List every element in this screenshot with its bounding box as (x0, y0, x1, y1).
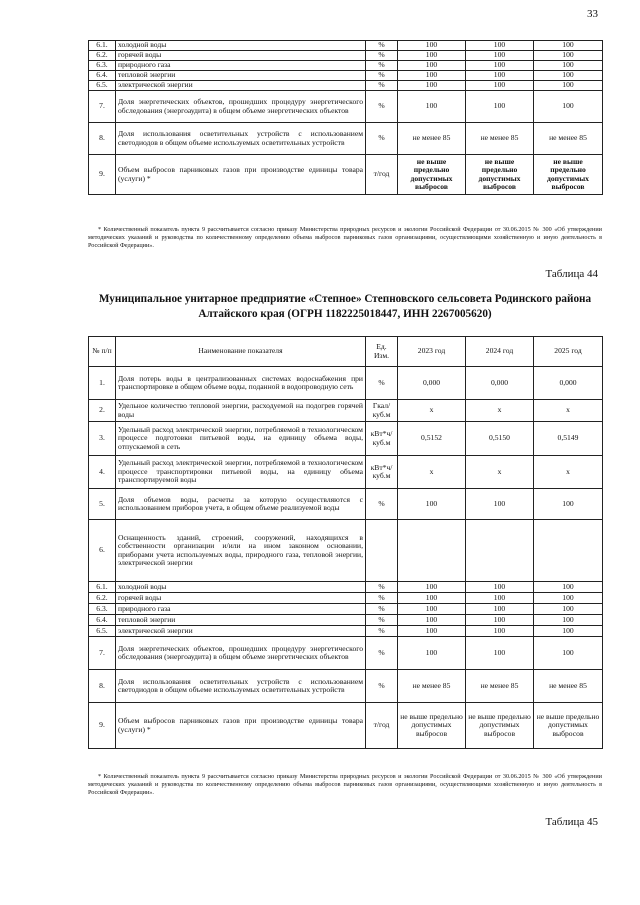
value-2024: 100 (466, 626, 534, 637)
header-year-2025: 2025 год (534, 337, 603, 367)
value-2024: не менее 85 (466, 123, 534, 155)
unit-cell: кВт*ч/ куб.м (366, 456, 398, 489)
header-unit: Ед. Изм. (366, 337, 398, 367)
unit-cell: % (366, 61, 398, 71)
table-row (89, 41, 603, 51)
table-row (89, 400, 603, 422)
indicator-name: природного газа (116, 61, 366, 71)
value-2024: не выше предельно допустимых выбросов (466, 703, 534, 749)
footnote-bottom: * Количественный показатель пункта 9 рассчитывается согласно приказу Министерства природных ресурсов и экологии Российской Федерации от 30.06.2015 № 300 «Об утверждении методических указаний и руководства по количественному определению объема выбросов парниковых газов организациями, осуществляющими хозяйственную и иную деятельность в Российской Федерации». (88, 773, 602, 797)
indicator-name: Удельный расход электрической энергии, потребляемой в технологическом процессе подготовки питьевой воды, на единицу объема воды, отпускаемой в сеть (116, 422, 366, 456)
value-2025: 100 (534, 604, 603, 615)
row-number: 6.3. (89, 61, 116, 71)
value-2025: 100 (534, 489, 603, 520)
value-2023: 100 (398, 604, 466, 615)
indicator-name: Доля использования осветительных устройств с использованием светодиодов в общем объеме используемых осветительных устройств (116, 670, 366, 703)
row-number: 6.2. (89, 593, 116, 604)
value-2025: 100 (534, 615, 603, 626)
value-2025: 100 (534, 51, 603, 61)
value-2023: не менее 85 (398, 670, 466, 703)
value-2023: 100 (398, 71, 466, 81)
value-2025: 100 (534, 582, 603, 593)
value-2023: 100 (398, 91, 466, 123)
unit-cell (366, 520, 398, 582)
footnote-top: * Количественный показатель пункта 9 рассчитывается согласно приказу Министерства природных ресурсов и экологии Российской Федерации от 30.06.2015 № 300 «Об утверждении методических указаний и руководства по количественному определению объема выбросов парниковых газов организациями, осуществляющими хозяйственную и иную деятельность в Российской Федерации». (88, 226, 602, 250)
value-2025: x (534, 456, 603, 489)
table-row (89, 593, 603, 604)
table-44-label: Таблица 44 (545, 268, 598, 280)
unit-cell: % (366, 670, 398, 703)
value-2024: 100 (466, 81, 534, 91)
table-row (89, 367, 603, 400)
table-row (89, 81, 603, 91)
header-num: № п/п (89, 337, 116, 367)
value-2023: 0,5152 (398, 422, 466, 456)
continuation-table (88, 40, 603, 195)
unit-cell: % (366, 637, 398, 670)
value-2023: 100 (398, 41, 466, 51)
indicator-name: холодной воды (116, 41, 366, 51)
unit-cell: % (366, 123, 398, 155)
table-row (89, 61, 603, 71)
value-2023: 100 (398, 61, 466, 71)
organization-title: Муниципальное унитарное предприятие «Степное» Степновского сельсовета Родинского района Алтайского края (ОГРН 1182225018447, ИНН 2267005620) (98, 293, 592, 321)
row-number: 1. (89, 367, 116, 400)
value-2023: не менее 85 (398, 123, 466, 155)
value-2024: 100 (466, 604, 534, 615)
unit-cell: % (366, 593, 398, 604)
indicator-name: горячей воды (116, 51, 366, 61)
value-2024: 100 (466, 71, 534, 81)
indicator-name: Доля энергетических объектов, прошедших процедуру энергетического обследования (энергоаудита) в общем объеме энергетических объектов (116, 637, 366, 670)
table-row (89, 626, 603, 637)
table-45-label: Таблица 45 (545, 816, 598, 828)
value-2024: 100 (466, 615, 534, 626)
indicator-name: Объем выбросов парниковых газов при производстве единицы товара (услуги) * (116, 155, 366, 195)
table-header-row (89, 337, 603, 367)
indicator-name: Доля энергетических объектов, прошедших процедуру энергетического обследования (энергоаудита) в общем объеме энергетических объектов (116, 91, 366, 123)
indicator-name: Объем выбросов парниковых газов при производстве единицы товара (услуги) * (116, 703, 366, 749)
row-number: 6.4. (89, 615, 116, 626)
value-2023: 100 (398, 582, 466, 593)
indicator-name: Доля потерь воды в централизованных системах водоснабжения при транспортировке в общем объеме воды, поданной в водопроводную сеть (116, 367, 366, 400)
table-row (89, 123, 603, 155)
value-2023: 100 (398, 593, 466, 604)
table-row (89, 703, 603, 749)
value-2025: x (534, 400, 603, 422)
indicators-table (88, 336, 603, 749)
row-number: 9. (89, 703, 116, 749)
unit-cell: % (366, 81, 398, 91)
unit-cell: % (366, 41, 398, 51)
value-2025: 100 (534, 71, 603, 81)
value-2025: не менее 85 (534, 670, 603, 703)
row-number: 6.1. (89, 41, 116, 51)
value-2023: 100 (398, 637, 466, 670)
value-2025: 100 (534, 61, 603, 71)
row-number: 2. (89, 400, 116, 422)
indicator-name: Доля использования осветительных устройств с использованием светодиодов в общем объеме используемых осветительных устройств (116, 123, 366, 155)
value-2025: 100 (534, 41, 603, 51)
row-number: 8. (89, 123, 116, 155)
value-2023: 100 (398, 81, 466, 91)
value-2025: 100 (534, 81, 603, 91)
row-number: 4. (89, 456, 116, 489)
table-row (89, 155, 603, 195)
unit-cell: т/год (366, 703, 398, 749)
value-2024: 0,5150 (466, 422, 534, 456)
value-2024: 100 (466, 593, 534, 604)
indicator-name: тепловой энергии (116, 615, 366, 626)
row-number: 9. (89, 155, 116, 195)
indicator-name: Оснащенность зданий, строений, сооружений, находящихся в собственности организации и/или на ином законном основании, приборами учета используемых воды, природного газа, тепловой энергии, электрической энергии (116, 520, 366, 582)
unit-cell: % (366, 582, 398, 593)
table-row (89, 615, 603, 626)
row-number: 7. (89, 637, 116, 670)
row-number: 6.4. (89, 71, 116, 81)
unit-cell: % (366, 604, 398, 615)
value-2024: не выше предельно допустимых выбросов (466, 155, 534, 195)
table-row (89, 637, 603, 670)
table-row (89, 489, 603, 520)
row-number: 6. (89, 520, 116, 582)
unit-cell: кВт*ч/ куб.м (366, 422, 398, 456)
unit-cell: % (366, 615, 398, 626)
indicator-name: тепловой энергии (116, 71, 366, 81)
value-2023: 100 (398, 51, 466, 61)
value-2025: 0,5149 (534, 422, 603, 456)
value-2025 (534, 520, 603, 582)
value-2023: 100 (398, 489, 466, 520)
unit-cell: % (366, 367, 398, 400)
row-number: 6.5. (89, 81, 116, 91)
unit-cell: % (366, 626, 398, 637)
value-2025: 100 (534, 593, 603, 604)
row-number: 8. (89, 670, 116, 703)
table-row (89, 91, 603, 123)
table-row (89, 456, 603, 489)
row-number: 3. (89, 422, 116, 456)
unit-cell: т/год (366, 155, 398, 195)
unit-cell: % (366, 91, 398, 123)
value-2025: 100 (534, 626, 603, 637)
value-2024: 100 (466, 489, 534, 520)
table-row (89, 520, 603, 582)
header-name: Наименование показателя (116, 337, 366, 367)
value-2024: x (466, 456, 534, 489)
value-2023: не выше предельно допустимых выбросов (398, 155, 466, 195)
value-2023: 100 (398, 615, 466, 626)
value-2025: 0,000 (534, 367, 603, 400)
row-number: 6.3. (89, 604, 116, 615)
value-2024: 100 (466, 61, 534, 71)
table-row (89, 582, 603, 593)
indicator-name: электрической энергии (116, 626, 366, 637)
value-2023: не выше предельно допустимых выбросов (398, 703, 466, 749)
value-2024: 100 (466, 582, 534, 593)
value-2024: 100 (466, 51, 534, 61)
indicator-name: горячей воды (116, 593, 366, 604)
value-2025: 100 (534, 637, 603, 670)
row-number: 6.5. (89, 626, 116, 637)
table-row (89, 51, 603, 61)
value-2024: 0,000 (466, 367, 534, 400)
table-row (89, 670, 603, 703)
value-2024: 100 (466, 41, 534, 51)
value-2023: x (398, 400, 466, 422)
value-2025: 100 (534, 91, 603, 123)
table-row (89, 604, 603, 615)
indicator-name: Удельное количество тепловой энергии, расходуемой на подогрев горячей воды (116, 400, 366, 422)
value-2025: не менее 85 (534, 123, 603, 155)
unit-cell: % (366, 71, 398, 81)
indicator-name: холодной воды (116, 582, 366, 593)
row-number: 5. (89, 489, 116, 520)
value-2023 (398, 520, 466, 582)
header-year-2024: 2024 год (466, 337, 534, 367)
table-row (89, 422, 603, 456)
unit-cell: % (366, 51, 398, 61)
unit-cell: Гкал/ куб.м (366, 400, 398, 422)
row-number: 6.1. (89, 582, 116, 593)
value-2024 (466, 520, 534, 582)
value-2024: 100 (466, 637, 534, 670)
table-row (89, 71, 603, 81)
value-2024: x (466, 400, 534, 422)
header-year-2023: 2023 год (398, 337, 466, 367)
value-2024: не менее 85 (466, 670, 534, 703)
value-2023: 0,000 (398, 367, 466, 400)
row-number: 7. (89, 91, 116, 123)
row-number: 6.2. (89, 51, 116, 61)
value-2025: не выше предельно допустимых выбросов (534, 155, 603, 195)
value-2023: 100 (398, 626, 466, 637)
indicator-name: Удельный расход электрической энергии, потребляемой в технологическом процессе транспортировки питьевой воды, на единицу объема транспортируемой воды (116, 456, 366, 489)
indicator-name: электрической энергии (116, 81, 366, 91)
page-number: 33 (587, 8, 598, 20)
value-2024: 100 (466, 91, 534, 123)
value-2025: не выше предельно допустимых выбросов (534, 703, 603, 749)
indicator-name: Доля объемов воды, расчеты за которую осуществляются с использованием приборов учета, в общем объеме реализуемой воды (116, 489, 366, 520)
unit-cell: % (366, 489, 398, 520)
value-2023: x (398, 456, 466, 489)
indicator-name: природного газа (116, 604, 366, 615)
